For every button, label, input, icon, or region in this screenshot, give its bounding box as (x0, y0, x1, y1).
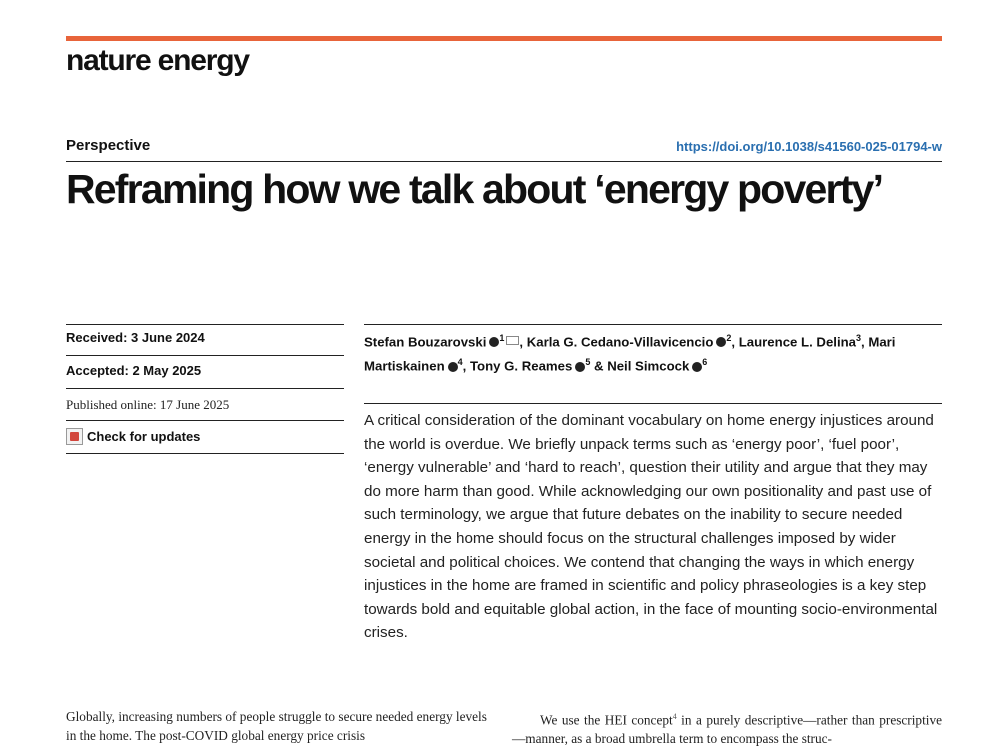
author-name[interactable]: Stefan Bouzarovski (364, 334, 487, 350)
accepted-date: Accepted: 2 May 2025 (66, 363, 202, 378)
author-name[interactable]: Tony G. Reames (469, 358, 573, 374)
journal-logo: nature energy (66, 44, 249, 77)
update-badge-icon (66, 428, 83, 445)
authors-rule (364, 324, 942, 325)
author-name[interactable]: Mari Martiskainen (364, 334, 896, 374)
abstract-rule (364, 403, 942, 404)
orcid-icon[interactable] (575, 362, 585, 372)
meta-divider (66, 388, 344, 389)
author-list: Stefan Bouzarovski $^1$ , Karla G. Cedano-Villavicencio $^2$, Laurence L. Delina$^3$, Mari Martiskainen $^4$, Tony G. Reames $^5$ & Neil Simcock $^6$ (364, 333, 896, 374)
affiliation-mark: 4 (457, 357, 463, 368)
email-icon[interactable] (506, 336, 519, 345)
orcid-icon[interactable] (716, 337, 726, 347)
body-column-right (512, 707, 942, 748)
affiliation-mark: 1 (499, 333, 505, 343)
reference-mark[interactable]: 4 (672, 712, 677, 721)
orcid-icon[interactable] (692, 362, 702, 372)
meta-divider (66, 453, 344, 454)
body-column-left: Globally, increasing numbers of people struggle to secure needed energy levels in the home. The post-COVID global energy price crisis (66, 709, 487, 743)
doi-link[interactable]: https://doi.org/10.1038/s41560-025-01794-w (676, 139, 942, 154)
affiliation-mark: 6 (702, 357, 708, 368)
orcid-icon[interactable] (489, 337, 499, 347)
affiliation-mark: 2 (726, 333, 732, 343)
article-type: Perspective (66, 137, 151, 154)
affiliation-mark: 5 (585, 357, 591, 368)
author-name[interactable]: Karla G. Cedano-Villavicencio (526, 334, 714, 350)
check-for-updates-button[interactable] (66, 428, 200, 445)
author-name[interactable]: Neil Simcock (607, 358, 690, 374)
article-title: Reframing how we talk about ‘energy poverty’ (66, 166, 883, 212)
body-text: in a purely descriptive—rather than prescriptive—manner, as a broad umbrella term to encompass the struc- (512, 712, 943, 747)
orcid-icon[interactable] (448, 362, 458, 372)
meta-divider (66, 324, 344, 325)
body-text: We use the HEI concept (540, 712, 673, 728)
meta-divider (66, 355, 344, 356)
abstract: A critical consideration of the dominant vocabulary on home energy injustices around the world is overdue. We briefly unpack terms such as ‘energy poor’, ‘fuel poor’, ‘energy vulnerable’ and ‘hard to reach’, question their utility and argue that they may do more harm than good. While acknowledging our own positionality and past use of such terminology, we argue that future debates on the inability to secure needed energy in the home should focus on the structural challenges imposed by wider societal and political choices. We contend that changing the ways in which energy injustices in the home are framed in scientific and policy phraseologies is a key step towards bold and equitable global action, in the face of mounting socio-environmental crises. (364, 412, 938, 642)
affiliation-mark: 3 (856, 333, 862, 343)
published-date: Published online: 17 June 2025 (66, 397, 230, 412)
received-date: Received: 3 June 2024 (66, 330, 205, 345)
meta-divider (66, 420, 344, 421)
journal-accent-bar (66, 36, 942, 41)
author-name[interactable]: Laurence L. Delina (738, 334, 856, 350)
check-for-updates-label: Check for updates (87, 429, 201, 444)
title-rule (66, 161, 942, 162)
